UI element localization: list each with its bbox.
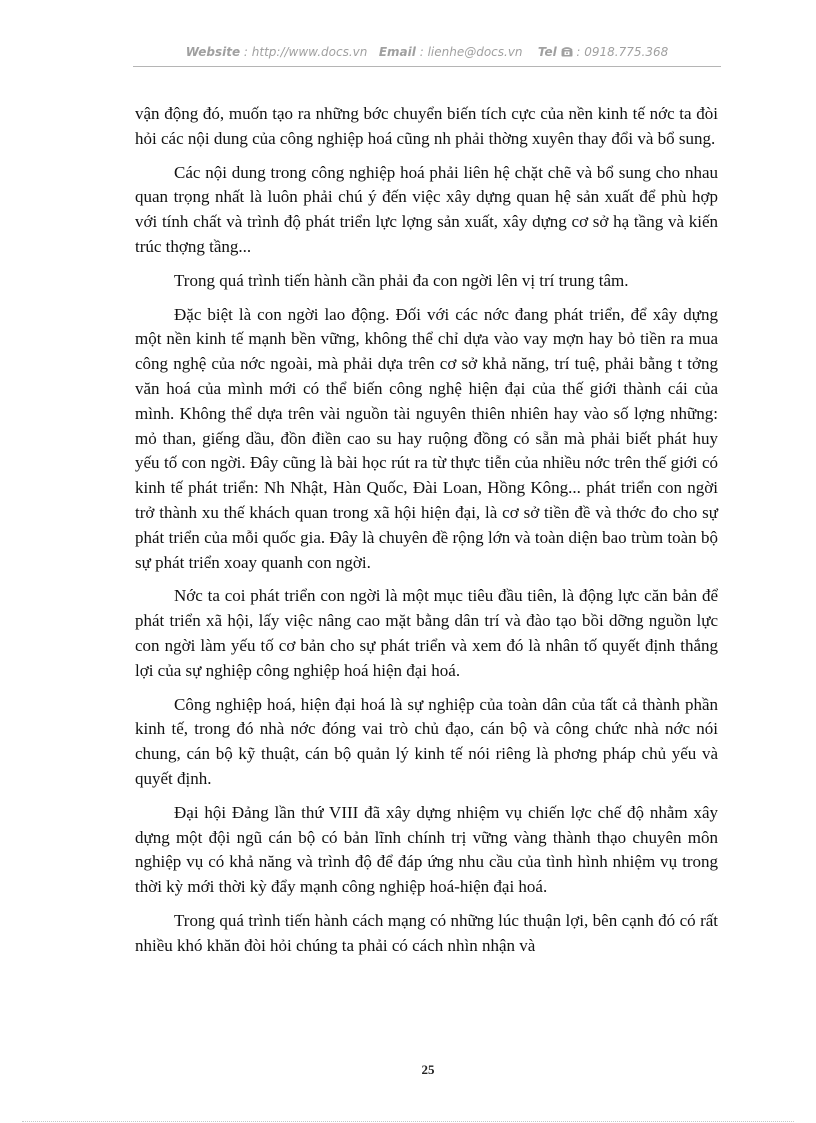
paragraph: Đặc biệt là con ngời lao động. Đối với các nớc đang phát triển, để xây dựng một nền kinh tế mạnh bền vững, không thể chỉ dựa vào vay mợn hay bỏ tiền ra mua công nghệ của nớc ngoài, mà phải dựa trên cơ sở khả năng, trí tuệ, phải bằng t tởng văn hoá của mình mới có thể biến công nghệ hiện đại của thế giới thành cái của mình. Không thể dựa trên vài nguồn tài nguyên thiên nhiên hay vào số lợng những: mỏ than, giếng dầu, đồn điền cao su hay ruộng đồng có sẵn mà phải biết phát huy yếu tố con ngời. Đây cũng là bài học rút ra từ thực tiễn của nhiều nớc trên thế giới có kinh tế phát triển: Nh Nhật, Hàn Quốc, Đài Loan, Hồng Kông... phát triển con ngời trở thành xu thế khách quan trong xã hội hiện đại, là cơ sở tiền đề và thớc đo cho sự phát triển của mỗi quốc gia. Đây là chuyên đề rộng lớn và toàn diện bao trùm toàn bộ sự phát triển xoay quanh con ngời. [135,304,718,572]
phone-icon [561,46,573,56]
paragraph: Các nội dung trong công nghiệp hoá phải liên hệ chặt chẽ và bổ sung cho nhau quan trọng nhất là luôn phải chú ý đến việc xây dựng quan hệ sản xuất để phù hợp với tính chất và trình độ phát triển lực lợng sản xuất, xây dựng cơ sở hạ tầng và kiến trúc thợng tầng... [135,162,718,256]
header-divider [133,66,721,67]
website-label: Website [185,45,241,59]
page-header: Website : http://www.docs.vn Email : lienhe@docs.vn Tel : 0918.775.368 [185,45,669,59]
tel-label: Tel [537,45,557,59]
paragraph: Công nghiệp hoá, hiện đại hoá là sự nghiệp của toàn dân của tất cả thành phần kinh tế, trong đó nhà nớc đóng vai trò chủ đạo, cán bộ và công chức nhà nớc nói chung, cán bộ kỹ thuật, cán bộ quản lý kinh tế nói riêng là phơng pháp chủ yếu và quyết định. [135,694,718,788]
document-body [135,102,718,968]
email-link[interactable]: lienhe@docs.vn [427,45,523,59]
footer-divider [22,1121,794,1122]
paragraph: vận động đó, muốn tạo ra những bớc chuyển biến tích cực của nền kinh tế nớc ta đòi hỏi các nội dung của công nghiệp hoá cũng nh phải thờng xuyên thay đổi và bổ sung. [135,104,718,148]
website-link[interactable]: http://www.docs.vn [251,45,368,59]
paragraph: Đại hội Đảng lần thứ VIII đã xây dựng nhiệm vụ chiến lợc chế độ nhằm xây dựng một đội ngũ cán bộ có bản lĩnh chính trị vững vàng thành thạo chuyên môn nghiệp vụ có khả năng và trình độ để đáp ứng nhu cầu của tình hình nhiệm vụ trong thời kỳ mới thời kỳ đẩy mạnh công nghiệp hoá-hiện đại hoá. [135,802,718,897]
paragraph: Trong quá trình tiến hành cần phải đa con ngời lên vị trí trung tâm. [174,270,629,290]
paragraph: Trong quá trình tiến hành cách mạng có những lúc thuận lợi, bên cạnh đó có rất nhiều khó khăn đòi hỏi chúng ta phải có cách nhìn nhận và [135,910,718,955]
email-label: Email [378,45,416,59]
tel-value: 0918.775.368 [584,45,669,59]
page-number: 25 [421,1062,435,1077]
paragraph: Nớc ta coi phát triển con ngời là một mục tiêu đầu tiên, là động lực căn bản để phát triển xã hội, lấy việc nâng cao mặt bằng dân trí và đào tạo bồi dỡng nguồn lực con ngời làm yếu tố cơ bản cho sự phát triển và xem đó là nhân tố quyết định thắng lợi của sự nghiệp công nghiệp hoá hiện đại hoá. [135,586,718,680]
